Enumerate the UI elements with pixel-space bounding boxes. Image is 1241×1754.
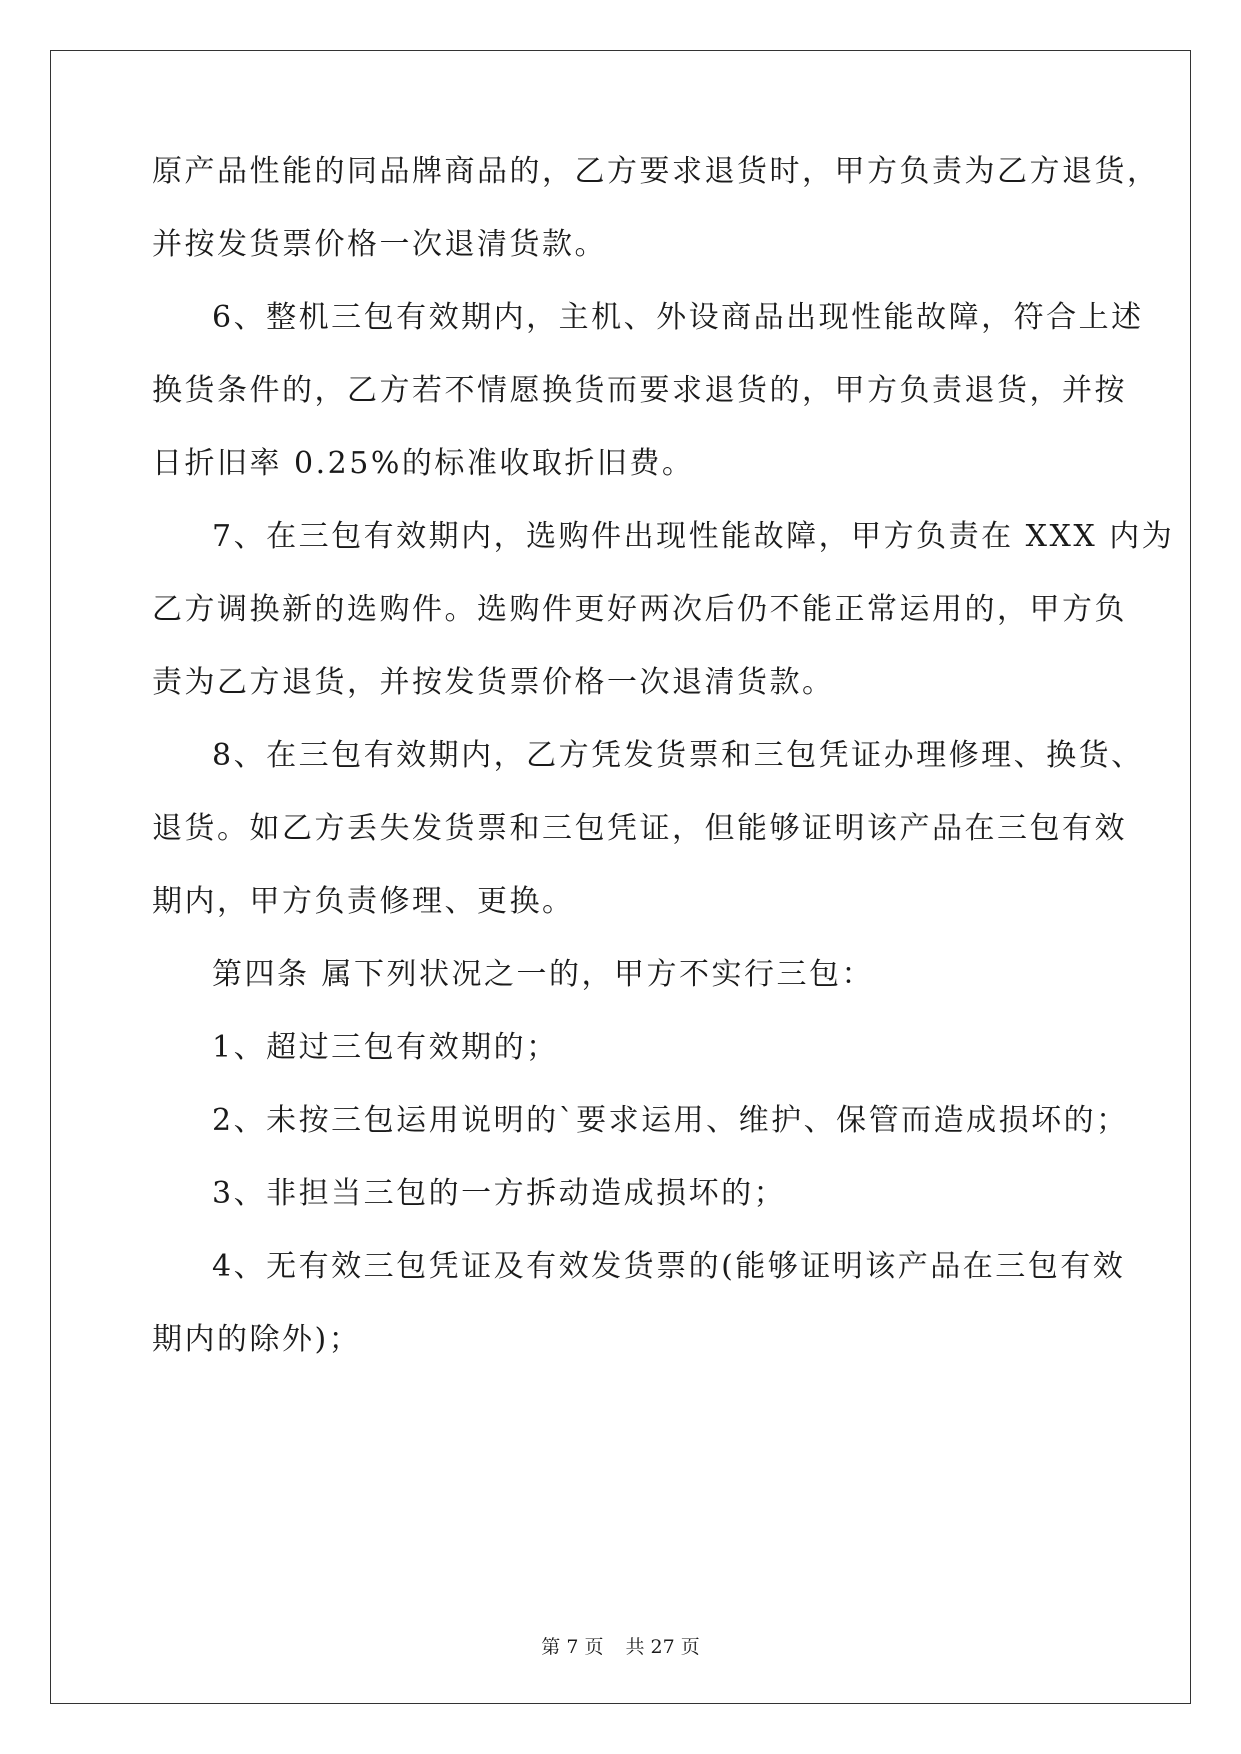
text-line: 6、整机三包有效期内，主机、外设商品出现性能故障，符合上述 [212, 300, 1144, 335]
text-line: 乙方调换新的选购件。选购件更好两次后仍不能正常运用的，甲方负 [152, 592, 1127, 627]
text-line: 退货。如乙方丢失发货票和三包凭证，但能够证明该产品在三包有效 [152, 811, 1127, 846]
text-line: 期内，甲方负责修理、更换。 [152, 884, 575, 919]
current-page-number: 第 7 页 [541, 1636, 604, 1658]
page-footer [0, 1637, 1241, 1657]
page-border [50, 50, 1191, 1704]
text-line: 3、非担当三包的一方拆动造成损坏的； [212, 1176, 787, 1211]
text-line: 原产品性能的同品牌商品的，乙方要求退货时，甲方负责为乙方退货， [152, 154, 1160, 189]
text-line: 换货条件的，乙方若不情愿换货而要求退货的，甲方负责退货，并按 [152, 373, 1127, 408]
text-line: 8、在三包有效期内，乙方凭发货票和三包凭证办理修理、换货、 [212, 738, 1144, 773]
text-line: 1、超过三包有效期的； [212, 1030, 559, 1065]
total-page-count: 共 27 页 [625, 1636, 700, 1658]
text-line: 期内的除外)； [152, 1322, 362, 1357]
text-line: 责为乙方退货，并按发货票价格一次退清货款。 [152, 665, 835, 700]
section-heading: 第四条 属下列状况之一的，甲方不实行三包： [212, 957, 875, 992]
text-line: 7、在三包有效期内，选购件出现性能故障，甲方负责在 XXX 内为 [212, 519, 1175, 554]
text-line: 2、未按三包运用说明的`要求运用、维护、保管而造成损坏的； [212, 1103, 1129, 1138]
text-line: 4、无有效三包凭证及有效发货票的(能够证明该产品在三包有效 [212, 1249, 1126, 1284]
text-line: 日折旧率 0.25%的标准收取折旧费。 [152, 446, 695, 481]
text-line: 并按发货票价格一次退清货款。 [152, 227, 607, 262]
